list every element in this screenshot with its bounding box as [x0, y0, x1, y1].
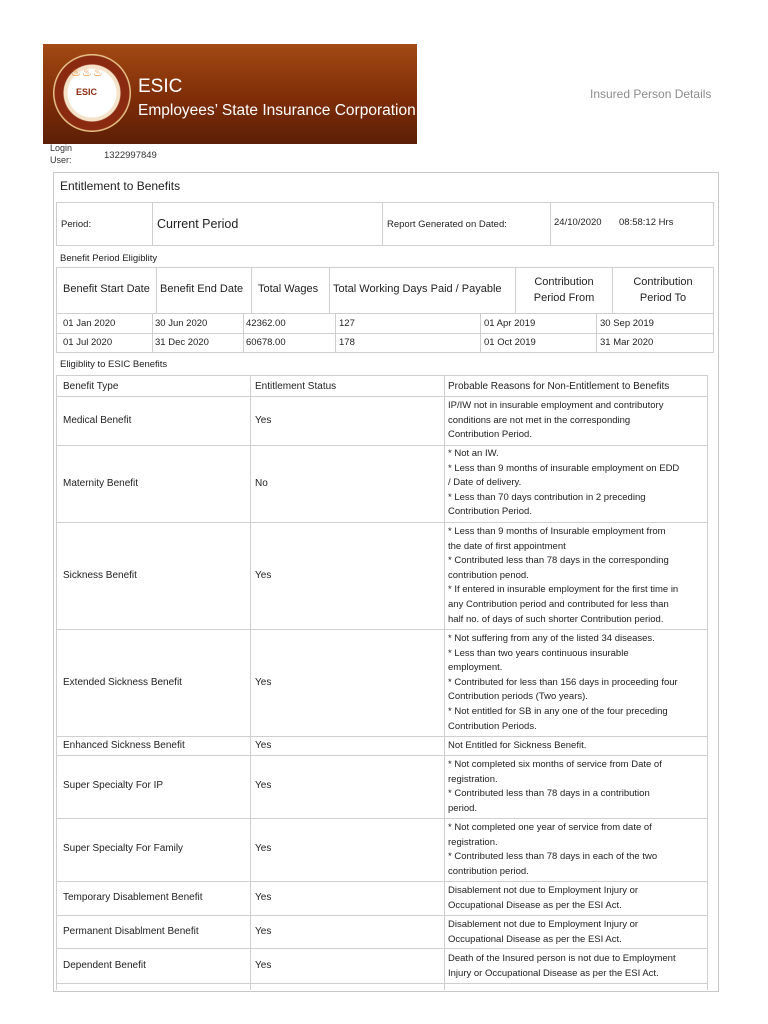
row2-end: 31 Dec 2020: [155, 337, 209, 348]
permanent-disablement-type: Permanent Disablment Benefit: [63, 926, 199, 937]
sickness-benefit-reasons: * Less than 9 months of Insurable employment from the date of first appointment * Contributed less than 78 days in the corresponding contribution penod. * If entered in insurable employment for the first time in any Contribution period and contributed for less than half no. of days of such shorter Contribution period.: [448, 526, 679, 625]
col-benefit-start: Benefit Start Date: [63, 283, 150, 295]
super-specialty-family-status: Yes: [255, 843, 272, 854]
extended-sickness-type: Extended Sickness Benefit: [63, 677, 182, 688]
row1-to: 30 Sep 2019: [600, 318, 654, 329]
enhanced-sickness-reasons: Not Entitled for Sickness Benefit.: [448, 740, 587, 751]
period-label: Period:: [61, 219, 92, 230]
super-specialty-family-reasons: * Not completed one year of service from date of registration. * Contributed less than 78 days in each of the two contribution period.: [448, 822, 658, 877]
permanent-disablement-reasons: Disablement not due to Employment Injury or Occupational Disease as per the ESI Act.: [448, 919, 639, 945]
maternity-benefit-status: No: [255, 478, 268, 489]
col-benefit-type: Benefit Type: [63, 381, 119, 392]
sickness-benefit-type: Sickness Benefit: [63, 570, 137, 581]
maternity-benefit-type: Maternity Benefit: [63, 478, 139, 489]
dependent-benefit-type: Dependent Benefit: [63, 960, 146, 971]
col-total-days: Total Working Days Paid / Payable: [333, 283, 502, 295]
extended-sickness-status: Yes: [255, 677, 272, 688]
temporary-disablement-reasons: Disablement not due to Employment Injury or Occupational Disease as per the ESI Act.: [448, 885, 639, 911]
esic-seal-logo: [53, 54, 131, 132]
login-value: 1322997849: [104, 150, 157, 161]
col-contribution-from: Contribution Period From: [533, 276, 595, 304]
medical-benefit-type: Medical Benefit: [63, 415, 132, 426]
enhanced-sickness-status: Yes: [255, 740, 272, 751]
permanent-disablement-status: Yes: [255, 926, 272, 937]
temporary-disablement-status: Yes: [255, 892, 272, 903]
medical-benefit-status: Yes: [255, 415, 272, 426]
eligibility-title: Eligiblity to ESIC Benefits: [60, 359, 168, 370]
medical-benefit-reasons: IP/IW not in insurable employment and contributory conditions are not met in the corresponding Contribution Period.: [448, 400, 664, 441]
row1-days: 127: [339, 318, 355, 329]
row1-end: 30 Jun 2020: [155, 318, 208, 329]
row2-days: 178: [339, 337, 355, 348]
row2-start: 01 Jul 2020: [63, 337, 113, 348]
temporary-disablement-type: Temporary Disablement Benefit: [63, 892, 203, 903]
period-value: Current Period: [157, 217, 239, 231]
lamp-icon: ♨♨♨: [71, 67, 104, 79]
report-label: Report Generated on Dated:: [387, 219, 507, 230]
enhanced-sickness-type: Enhanced Sickness Benefit: [63, 740, 185, 751]
row1-from: 01 Apr 2019: [484, 318, 536, 329]
col-benefit-end: Benefit End Date: [160, 283, 244, 295]
login-label: Login User:: [50, 143, 73, 165]
super-specialty-ip-reasons: * Not completed six months of service from Date of registration. * Contributed less than 78 days in a contribution period.: [448, 759, 662, 814]
report-date: 24/10/2020: [554, 217, 602, 228]
dependent-benefit-status: Yes: [255, 960, 272, 971]
period-box: [56, 202, 714, 246]
col-contribution-to: Contribution Period To: [633, 276, 693, 304]
esic-banner: [43, 44, 417, 144]
super-specialty-ip-status: Yes: [255, 780, 272, 791]
col-probable-reasons: Probable Reasons for Non-Entitlement to Benefits: [448, 381, 670, 392]
super-specialty-ip-type: Super Specialty For IP: [63, 780, 164, 791]
col-total-wages: Total Wages: [258, 283, 319, 295]
benefit-period-title: Benefit Period Eligiblity: [60, 253, 158, 264]
row2-to: 31 Mar 2020: [600, 337, 654, 348]
row1-wages: 42362.00: [246, 318, 286, 329]
brand-title: ESIC: [138, 76, 183, 97]
col-entitlement-status: Entitlement Status: [255, 381, 337, 392]
row2-wages: 60678.00: [246, 337, 286, 348]
page-heading: Insured Person Details: [590, 87, 712, 101]
report-time: 08:58:12 Hrs: [619, 217, 674, 228]
maternity-benefit-reasons: * Not an IW. * Less than 9 months of insurable employment on EDD / Date of delivery. * Less than 70 days contribution in 2 preceding Contribution Period.: [448, 448, 680, 518]
extended-sickness-reasons: * Not suffering from any of the listed 34 diseases. * Less than two years continuous insurable employment. * Contributed for less than 156 days in proceeding four Contribution periods (Two years). * Not entitled for SB in any one of the four preceding Contribution Periods.: [448, 633, 678, 732]
seal-label: ESIC: [76, 87, 98, 97]
sickness-benefit-status: Yes: [255, 570, 272, 581]
row2-from: 01 Oct 2019: [484, 337, 536, 348]
brand-subtitle: Employees’ State Insurance Corporation: [138, 102, 416, 119]
dependent-benefit-reasons: Death of the Insured person is not due to Employment Injury or Occupational Disease as per the ESI Act.: [448, 953, 676, 979]
entitlement-title: Entitlement to Benefits: [60, 179, 181, 193]
row1-start: 01 Jan 2020: [63, 318, 116, 329]
super-specialty-family-type: Super Specialty For Family: [63, 843, 184, 854]
